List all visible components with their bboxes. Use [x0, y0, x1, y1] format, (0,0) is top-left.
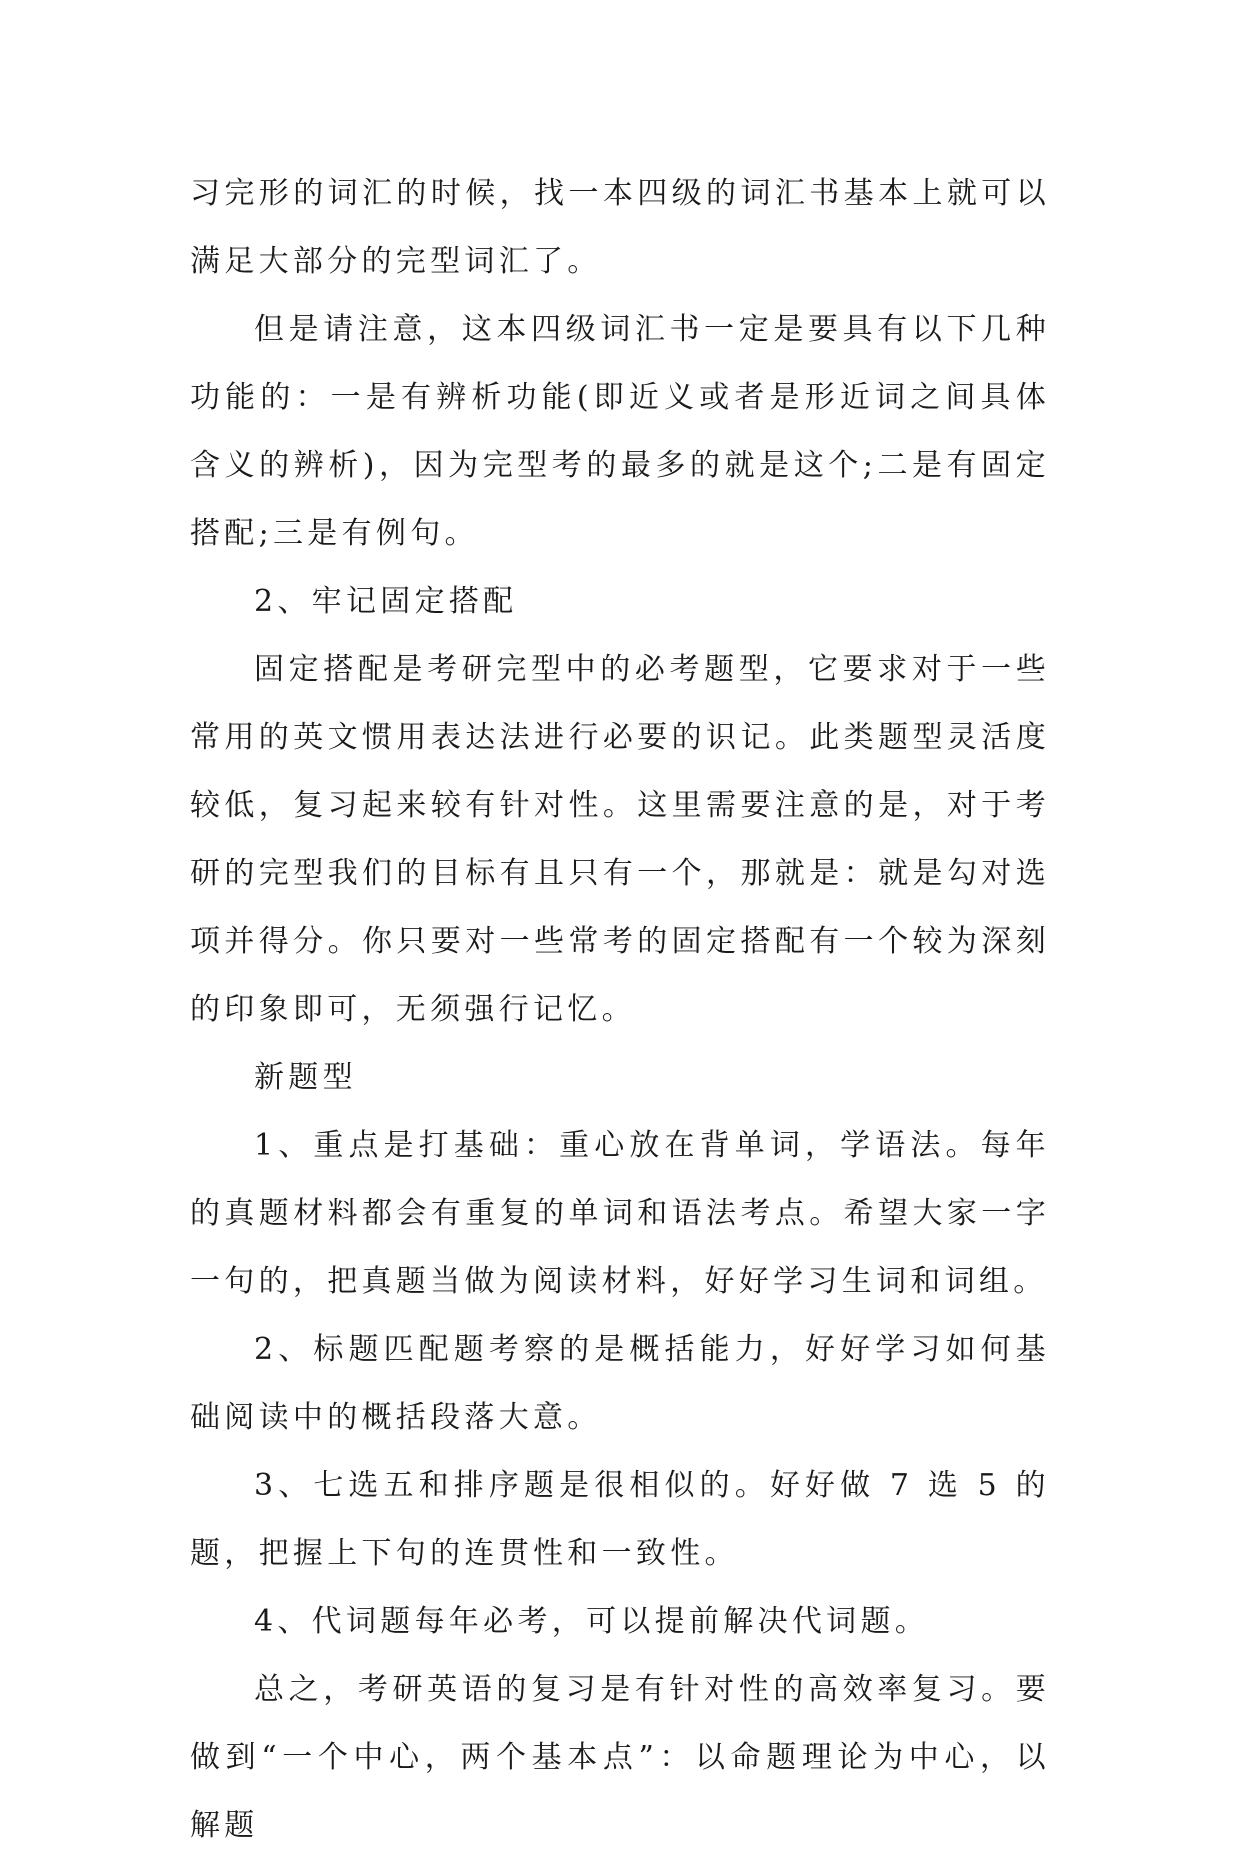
paragraph-tip-1-basics: 1、重点是打基础：重心放在背单词，学语法。每年的真题材料都会有重复的单词和语法考点。希望大家一字一句的，把真题当做为阅读材料，好好学习生词和词组。 — [190, 1128, 1050, 1299]
paragraph-vocabulary-intro: 习完形的词汇的时候，找一本四级的词汇书基本上就可以满足大部分的完型词汇了。 — [190, 176, 1050, 279]
paragraph-tip-2-title-matching: 2、标题匹配题考察的是概括能力，好好学习如何基础阅读中的概括段落大意。 — [190, 1332, 1050, 1435]
heading-new-question-types: 新题型 — [254, 1060, 357, 1095]
heading-fixed-collocations: 2、牢记固定搭配 — [254, 584, 518, 619]
paragraph-vocabulary-book-functions: 但是请注意，这本四级词汇书一定是要具有以下几种功能的：一是有辨析功能(即近义或者是形近词之间具体含义的辨析)，因为完型考的最多的就是这个;二是有固定搭配;三是有例句。 — [190, 312, 1050, 551]
paragraph-tip-4-pronoun-questions: 4、代词题每年必考，可以提前解决代词题。 — [254, 1604, 930, 1639]
paragraph-tip-3-seven-choose-five: 3、七选五和排序题是很相似的。好好做 7 选 5 的题，把握上下句的连贯性和一致性。 — [190, 1468, 1050, 1571]
paragraph-summary: 总之，考研英语的复习是有针对性的高效率复习。要做到“一个中心，两个基本点”：以命题理论为中心，以解题 — [190, 1672, 1050, 1843]
paragraph-fixed-collocations: 固定搭配是考研完型中的必考题型，它要求对于一些常用的英文惯用表达法进行必要的识记。此类题型灵活度较低，复习起来较有针对性。这里需要注意的是，对于考研的完型我们的目标有且只有一个，那就是：就是勾对选项并得分。你只要对一些常考的固定搭配有一个较为深刻的印象即可，无须强行记忆。 — [190, 652, 1050, 1027]
document-body — [190, 160, 1050, 1860]
